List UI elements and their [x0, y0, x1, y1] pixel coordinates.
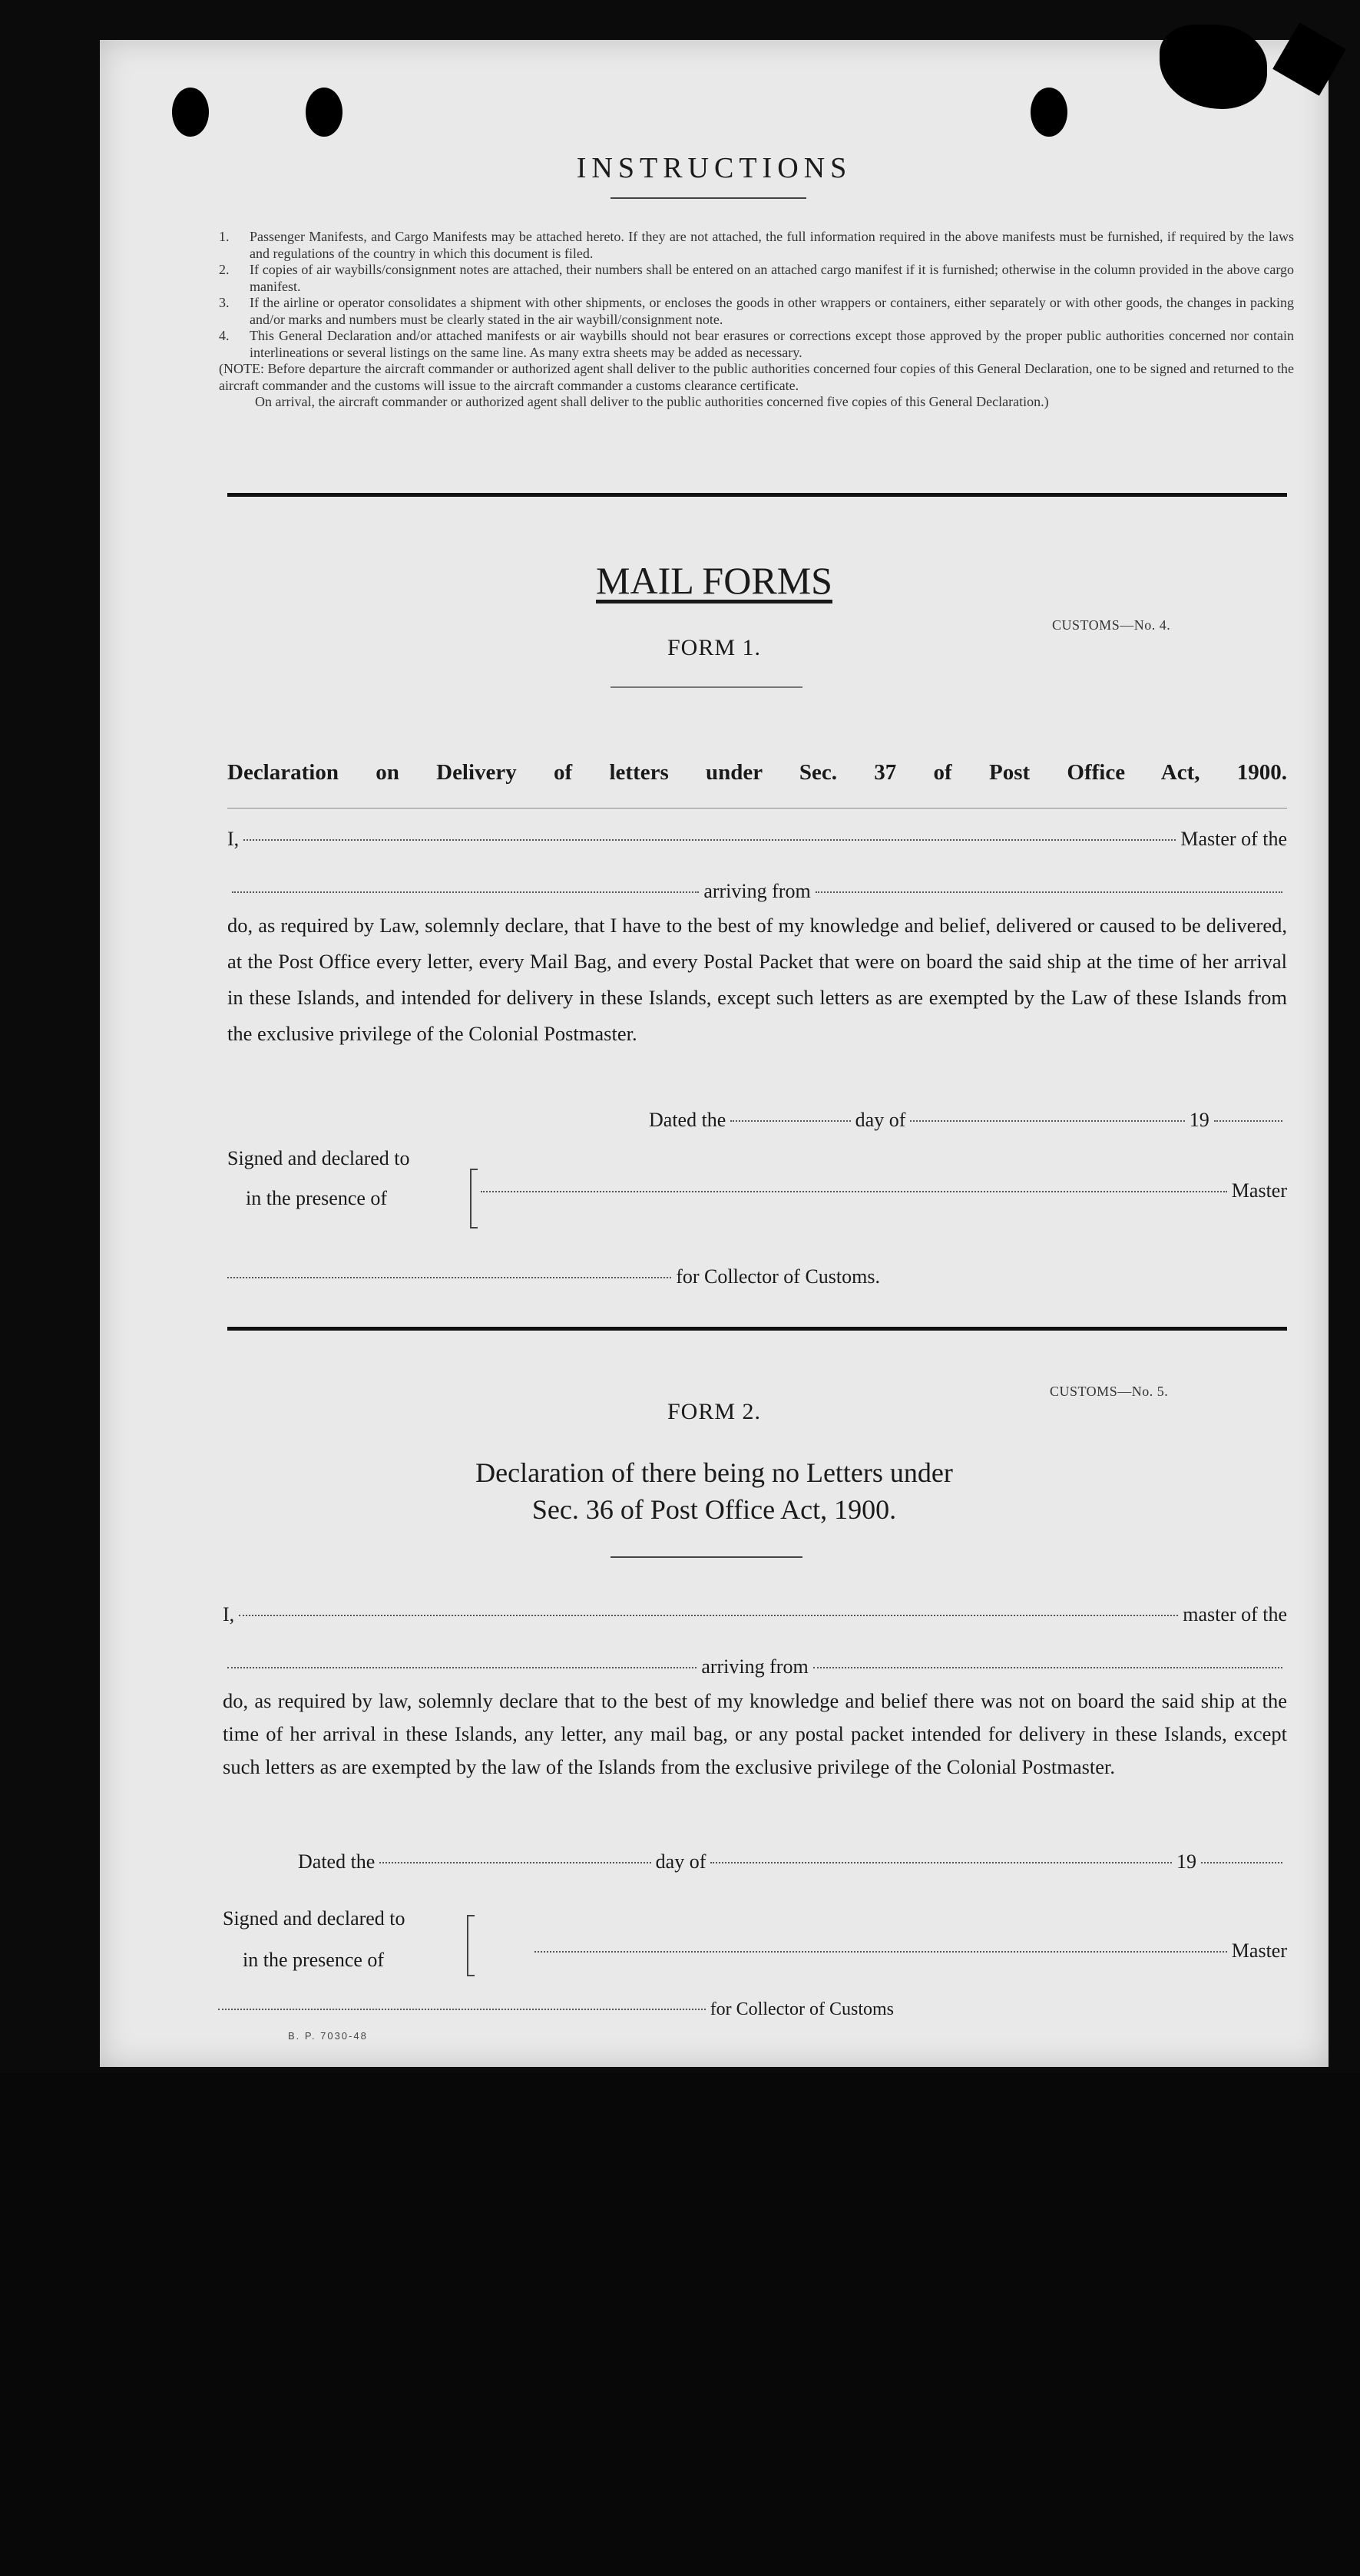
instructions-title: INSTRUCTIONS: [576, 152, 852, 184]
form2-arriving-line: arriving from: [223, 1655, 1287, 1678]
arriving-from-field[interactable]: [813, 1667, 1282, 1668]
collector-signature-field[interactable]: [227, 1277, 671, 1278]
customs-number: CUSTOMS—No. 4.: [1052, 617, 1171, 633]
master-signature-field[interactable]: [534, 1951, 1227, 1953]
master-signature-field[interactable]: [481, 1191, 1227, 1192]
print-code: B. P. 7030-48: [288, 2030, 368, 2042]
form2-declaration-heading-2: Sec. 36 of Post Office Act, 1900.: [531, 1494, 897, 1525]
form2-body: do, as required by law, solemnly declare that to the best of my knowledge and belief there was not on board the said ship at the time of her arrival in these Islands, any letter, any mail bag, or any postal packet intended for delivery in these Islands, except such letters as are exempted by the law of the Islands from the exclusive privilege of the Colonial Postmaster.: [223, 1689, 1287, 1778]
instruction-note-continued: On arrival, the aircraft commander or authorized agent shall deliver to the public authorities concerned five copies of this General Declaration.): [255, 394, 1049, 409]
date-month-field[interactable]: [710, 1862, 1172, 1863]
form2-master-signature-line: Master: [530, 1939, 1287, 1963]
section-divider: [227, 493, 1287, 497]
form2-signed-label-1: Signed and declared to: [223, 1907, 405, 1930]
date-day-field[interactable]: [379, 1862, 650, 1863]
ship-name-field[interactable]: [227, 1667, 697, 1668]
torn-corner: [1160, 25, 1267, 109]
form2-signed-label-2: in the presence of: [243, 1949, 385, 1971]
bracket: [467, 1915, 479, 1976]
form2-heading-rule: [611, 1556, 802, 1558]
torn-edge: [1272, 22, 1346, 96]
form1-dated-line: Dated the day of 19: [649, 1109, 1287, 1132]
form2-collector-line: for Collector of Customs: [218, 1999, 894, 2020]
form1-master-line: I, Master of the: [227, 828, 1287, 850]
form1-heading-rule: [227, 808, 1287, 809]
instruction-item: 4. This General Declaration and/or attached manifests or air waybills should not bear erasures or corrections except those approved by the proper public authorities concerned nor contain interlineations or several listings on the same line. As many extra sheets may be added as necessary.: [219, 328, 1294, 360]
form-divider: [227, 1327, 1287, 1331]
form1-body: do, as required by Law, solemnly declare, that I have to the best of my knowledge and belief, delivered or caused to be delivered, at the Post Office every letter, every Mail Bag, and every Postal Packet that were on board the said ship at the time of her arrival in these Islands, and intended for delivery in these Islands, except such letters as are exempted by the Law of these Islands from the exclusive privilege of the Colonial Postmaster.: [227, 914, 1287, 1045]
instructions-list: [219, 229, 1294, 411]
date-year-field[interactable]: [1201, 1862, 1282, 1863]
arriving-from-field[interactable]: [816, 891, 1282, 893]
form1-master-signature-line: Master: [476, 1179, 1287, 1202]
master-name-field[interactable]: [243, 839, 1176, 841]
form-sheet: [100, 40, 1329, 2067]
punch-hole: [172, 88, 209, 137]
form2-dated-line: Dated the day of 19: [298, 1850, 1287, 1873]
instruction-note: (NOTE: Before departure the aircraft commander or authorized agent shall deliver to the public authorities concerned four copies of this General Declaration, one to be signed and returned to the aircraft commander and the customs will issue to the aircraft commander a customs clearance certificate.: [219, 361, 1294, 393]
form1-collector-line: for Collector of Customs.: [227, 1265, 880, 1288]
customs-number: CUSTOMS—No. 5.: [1050, 1384, 1169, 1399]
form1-declaration-heading: Declaration on Delivery of letters under Sec. 37 of Post Office Act, 1900.: [227, 760, 1287, 785]
collector-signature-field[interactable]: [218, 2009, 706, 2010]
form2-title: FORM 2.: [667, 1399, 762, 1424]
ship-name-field[interactable]: [232, 891, 699, 893]
form2-declaration-heading-1: Declaration of there being no Letters under: [475, 1457, 953, 1488]
date-month-field[interactable]: [910, 1120, 1184, 1122]
form1-title: FORM 1.: [667, 635, 762, 660]
master-name-field[interactable]: [239, 1615, 1178, 1616]
form1-signed-label-2: in the presence of: [246, 1187, 388, 1209]
instruction-item: 1. Passenger Manifests, and Cargo Manifests may be attached hereto. If they are not attached, the full information required in the above manifests must be furnished, if required by the laws and regulations of the country in which this document is filed.: [219, 229, 1294, 261]
title-rule: [611, 197, 806, 199]
form2-master-line: I, master of the: [223, 1603, 1287, 1625]
date-day-field[interactable]: [730, 1120, 850, 1122]
punch-hole: [1031, 88, 1067, 137]
instruction-item: 3. If the airline or operator consolidates a shipment with other shipments, or encloses the goods in other wrappers or containers, either separately or with other goods, the changes in packing and/or marks and numbers must be clearly stated in the air waybill/consignment note.: [219, 295, 1294, 327]
instruction-item: 2. If copies of air waybills/consignment notes are attached, their numbers shall be entered on an attached cargo manifest if it is furnished; otherwise in the column provided in the above cargo manifest.: [219, 262, 1294, 294]
mail-forms-title: MAIL FORMS: [596, 559, 832, 602]
background-surface: [0, 2073, 1360, 2576]
form1-title-rule: [611, 686, 802, 688]
form1-signed-label-1: Signed and declared to: [227, 1147, 410, 1169]
form1-arriving-line: arriving from: [227, 880, 1287, 903]
date-year-field[interactable]: [1214, 1120, 1282, 1122]
punch-hole: [306, 88, 342, 137]
